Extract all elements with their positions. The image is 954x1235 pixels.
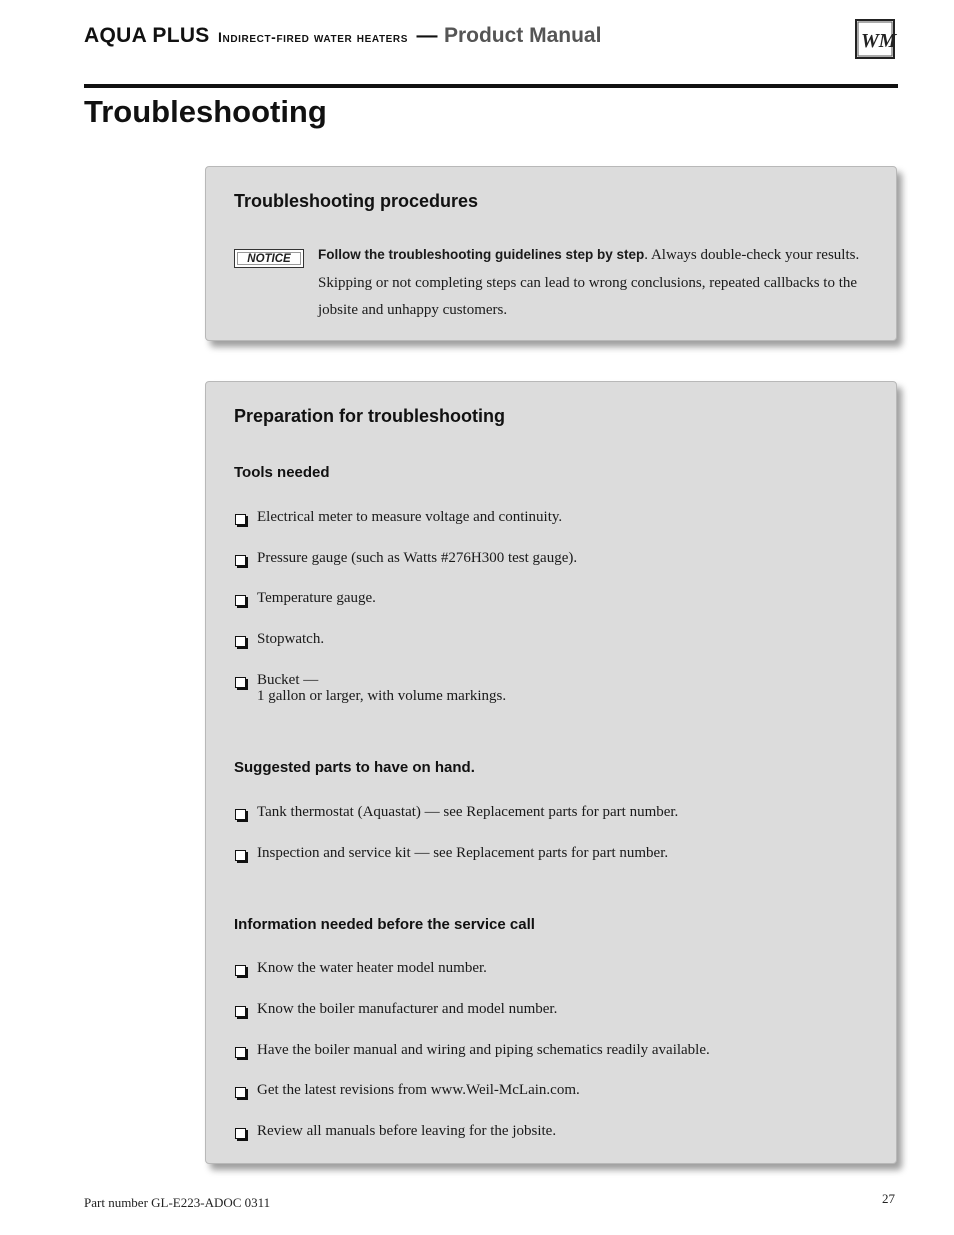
notice-label: NOTICE xyxy=(237,252,301,265)
list-item-text: Tank thermostat (Aquastat) — see Replacement parts for part number. xyxy=(257,804,679,820)
checkbox-icon xyxy=(235,850,246,861)
list-item xyxy=(234,845,874,861)
list-item xyxy=(234,509,874,525)
checkbox-icon xyxy=(235,1128,246,1139)
list-item xyxy=(234,590,874,606)
product-subtitle: Indirect-fired water heaters xyxy=(218,29,409,45)
list-item-text: Get the latest revisions from www.Weil-McLain.com. xyxy=(257,1082,580,1098)
checkbox-icon xyxy=(235,636,246,647)
title-dash: — xyxy=(416,24,438,47)
list-item xyxy=(234,960,874,976)
procedures-panel xyxy=(205,166,897,341)
weil-mclain-logo xyxy=(855,19,895,59)
brand-name: AQUA PLUS xyxy=(84,24,210,47)
list-item-text: Temperature gauge. xyxy=(257,590,376,606)
notice-body: . Always double-check your results. Skipping or not completing steps can lead to wrong conclusions, repeated callbacks to the jobsite and unhappy customers. xyxy=(318,247,860,318)
page-title: Troubleshooting xyxy=(84,94,327,129)
list-item-text: Inspection and service kit — see Replacement parts for part number. xyxy=(257,845,669,861)
list-item xyxy=(234,550,874,566)
info-heading: Information needed before the service call xyxy=(234,916,535,933)
list-item xyxy=(234,631,874,647)
list-item xyxy=(234,672,874,704)
checkbox-icon xyxy=(235,677,246,688)
checkbox-icon xyxy=(235,514,246,525)
checkbox-icon xyxy=(235,1006,246,1017)
list-item xyxy=(234,1082,874,1098)
list-item xyxy=(234,1123,874,1139)
notice-text xyxy=(318,241,878,325)
manual-label: Product Manual xyxy=(443,24,602,47)
header-rule xyxy=(84,84,898,88)
notice-lead: Follow the troubleshooting guidelines step by step xyxy=(318,247,645,262)
list-item-text: Electrical meter to measure voltage and continuity. xyxy=(257,509,563,525)
checkbox-icon xyxy=(235,965,246,976)
checkbox-icon xyxy=(235,595,246,606)
logo-w: WM xyxy=(861,30,897,52)
list-item-text: Pressure gauge (such as Watts #276H300 test gauge). xyxy=(257,550,578,566)
list-item-text: Stopwatch. xyxy=(257,631,325,647)
list-item-text: Know the boiler manufacturer and model number. xyxy=(257,1001,558,1017)
list-item-text: Have the boiler manual and wiring and piping schematics readily available. xyxy=(257,1042,710,1058)
preparation-title: Preparation for troubleshooting xyxy=(234,406,506,426)
list-item xyxy=(234,804,874,820)
checkbox-icon xyxy=(235,1087,246,1098)
list-item xyxy=(234,1001,874,1017)
procedures-title: Troubleshooting procedures xyxy=(234,191,479,211)
document-header xyxy=(84,24,898,64)
notice-badge xyxy=(234,249,304,268)
checkbox-icon xyxy=(235,555,246,566)
list-item-text: Review all manuals before leaving for the jobsite. xyxy=(257,1123,557,1139)
checkbox-icon xyxy=(235,809,246,820)
parts-heading: Suggested parts to have on hand. xyxy=(234,759,475,776)
list-item-text: Know the water heater model number. xyxy=(257,960,487,976)
list-item-text-continued: 1 gallon or larger, with volume markings. xyxy=(257,688,507,704)
preparation-panel xyxy=(205,381,897,1164)
tools-heading: Tools needed xyxy=(234,464,330,481)
page-number: 27 xyxy=(882,1191,895,1206)
list-item-text: Bucket — xyxy=(257,672,319,688)
list-item xyxy=(234,1042,874,1058)
checkbox-icon xyxy=(235,1047,246,1058)
part-number: Part number GL-E223-ADOC 0311 xyxy=(84,1195,271,1210)
